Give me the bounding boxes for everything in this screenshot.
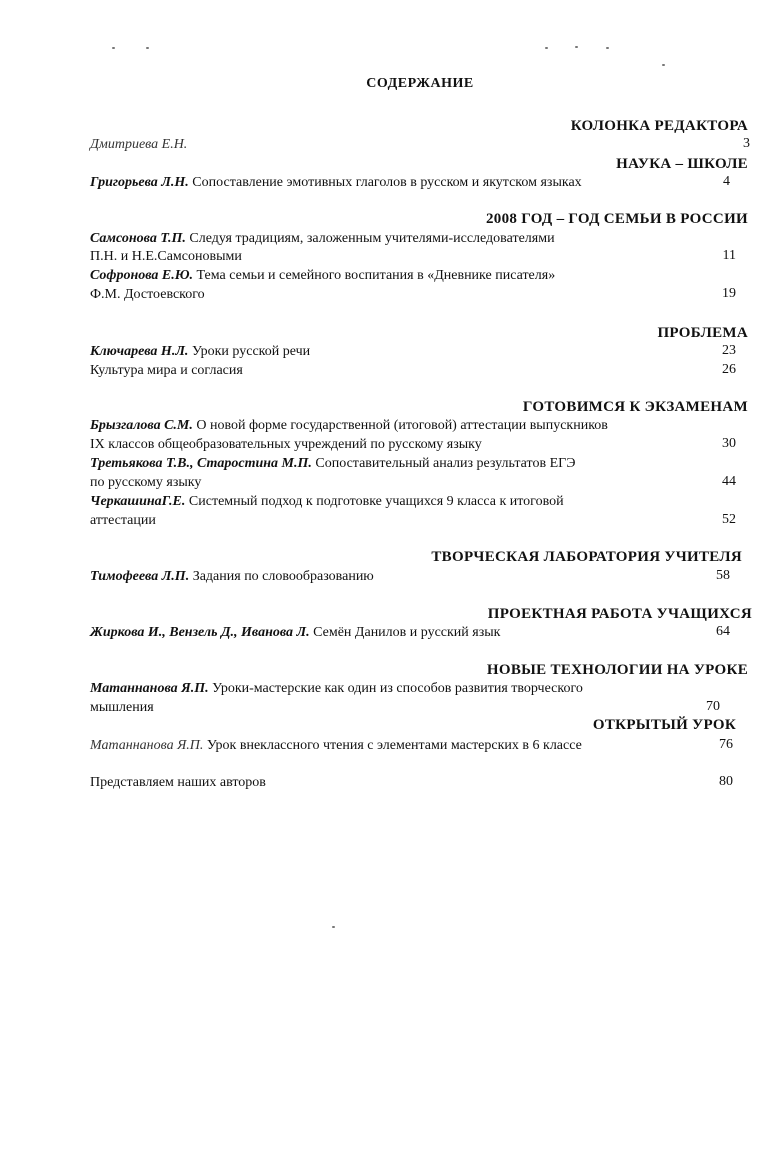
scan-speck	[575, 46, 578, 48]
entry-page: 70	[706, 699, 720, 714]
entry-author: Жиркова И., Вензель Д., Иванова Л.	[90, 625, 310, 640]
entry-page: 11	[722, 248, 736, 263]
entry-author: Дмитриева Е.Н.	[90, 137, 188, 152]
scan-speck	[146, 47, 149, 49]
entry-page: 64	[716, 624, 730, 639]
page-title: СОДЕРЖАНИЕ	[366, 76, 474, 91]
entry-author: Софронова Е.Ю.	[90, 268, 194, 283]
entry-title-continued: IX классов общеобразовательных учреждений по русскому языку	[90, 437, 482, 452]
entry-title-continued: аттестации	[90, 513, 156, 528]
entry-author: Третьякова Т.В., Старостина М.П.	[90, 456, 312, 471]
entry-author: Матаннанова Я.П.	[90, 738, 204, 753]
entry-title: Тема семьи и семейного воспитания в «Дневнике писателя»	[193, 268, 556, 283]
toc-entry	[90, 624, 710, 642]
entry-title: Следуя традициям, заложенным учителями-исследователями	[185, 231, 555, 246]
entry-title: О новой форме государственной (итоговой) аттестации выпускников	[192, 418, 608, 433]
entry-author: Тимофеева Л.П.	[90, 569, 190, 584]
entry-title-continued: П.Н. и Н.Е.Самсоновыми	[90, 249, 242, 264]
entry-page: 52	[722, 512, 736, 527]
entry-title-continued: по русскому языку	[90, 475, 202, 490]
entry-page: 23	[722, 343, 736, 358]
entry-author: ЧеркашинаГ.Е.	[90, 494, 186, 509]
section-heading: 2008 ГОД – ГОД СЕМЬИ В РОССИИ	[485, 211, 748, 227]
scan-speck	[545, 47, 548, 49]
entry-author: Брызгалова С.М.	[90, 418, 193, 433]
entry-author: Ключарева Н.Л.	[90, 344, 189, 359]
entry-page: 3	[743, 136, 750, 151]
toc-entry	[90, 343, 710, 361]
entry-page: 26	[722, 362, 736, 377]
entry-title: Задания по словообразованию	[189, 569, 374, 584]
entry-page: 19	[722, 286, 736, 301]
entry-title: Представляем наших авторов	[90, 775, 266, 790]
entry-title: Семён Данилов и русский язык	[309, 625, 501, 640]
entry-page: 44	[722, 474, 736, 489]
entry-title: Сопоставление эмотивных глаголов в русском и якутском языках	[188, 175, 582, 190]
toc-entry	[90, 568, 710, 586]
section-heading: ПРОЕКТНАЯ РАБОТА УЧАЩИХСЯ	[487, 606, 752, 622]
toc-entry	[90, 174, 710, 192]
entry-title: Системный подход к подготовке учащихся 9 класса к итоговой	[185, 494, 564, 509]
section-heading: ПРОБЛЕМА	[657, 325, 748, 341]
section-heading: ГОТОВИМСЯ К ЭКЗАМЕНАМ	[522, 399, 748, 415]
entry-title: Уроки-мастерские как один из способов развития творческого	[208, 681, 583, 696]
entry-page: 80	[719, 774, 733, 789]
section-heading: ОТКРЫТЫЙ УРОК	[592, 717, 736, 733]
entry-title-continued: мышления	[90, 700, 154, 715]
entry-page: 76	[719, 737, 733, 752]
section-heading: НАУКА – ШКОЛЕ	[616, 156, 748, 172]
toc-entry	[90, 774, 710, 792]
scan-speck	[662, 64, 665, 66]
entry-title: Уроки русской речи	[188, 344, 311, 359]
toc-entry	[90, 493, 710, 511]
toc-entry	[90, 230, 710, 248]
entry-page: 58	[716, 568, 730, 583]
entry-title: Культура мира и согласия	[90, 363, 243, 378]
section-heading: КОЛОНКА РЕДАКТОРА	[570, 118, 748, 134]
entry-author: Самсонова Т.П.	[90, 231, 186, 246]
section-heading: ТВОРЧЕСКАЯ ЛАБОРАТОРИЯ УЧИТЕЛЯ	[431, 549, 742, 565]
entry-title: Урок внеклассного чтения с элементами мастерских в 6 классе	[203, 738, 582, 753]
section-heading: НОВЫЕ ТЕХНОЛОГИИ НА УРОКЕ	[486, 662, 748, 678]
toc-entry	[90, 417, 710, 435]
entry-title-continued: Ф.М. Достоевского	[90, 287, 205, 302]
toc-entry	[90, 680, 710, 698]
toc-entry	[90, 455, 710, 473]
entry-page: 30	[722, 436, 736, 451]
scan-speck	[332, 926, 335, 928]
scan-speck	[112, 47, 115, 49]
entry-title: Сопоставительный анализ результатов ЕГЭ	[311, 456, 576, 471]
toc-entry	[90, 136, 710, 154]
toc-entry	[90, 362, 710, 380]
toc-entry	[90, 737, 710, 755]
entry-page: 4	[723, 174, 730, 189]
toc-entry	[90, 267, 710, 285]
entry-author: Григорьева Л.Н.	[90, 175, 189, 190]
entry-author: Матаннанова Я.П.	[90, 681, 209, 696]
scan-speck	[606, 47, 609, 49]
